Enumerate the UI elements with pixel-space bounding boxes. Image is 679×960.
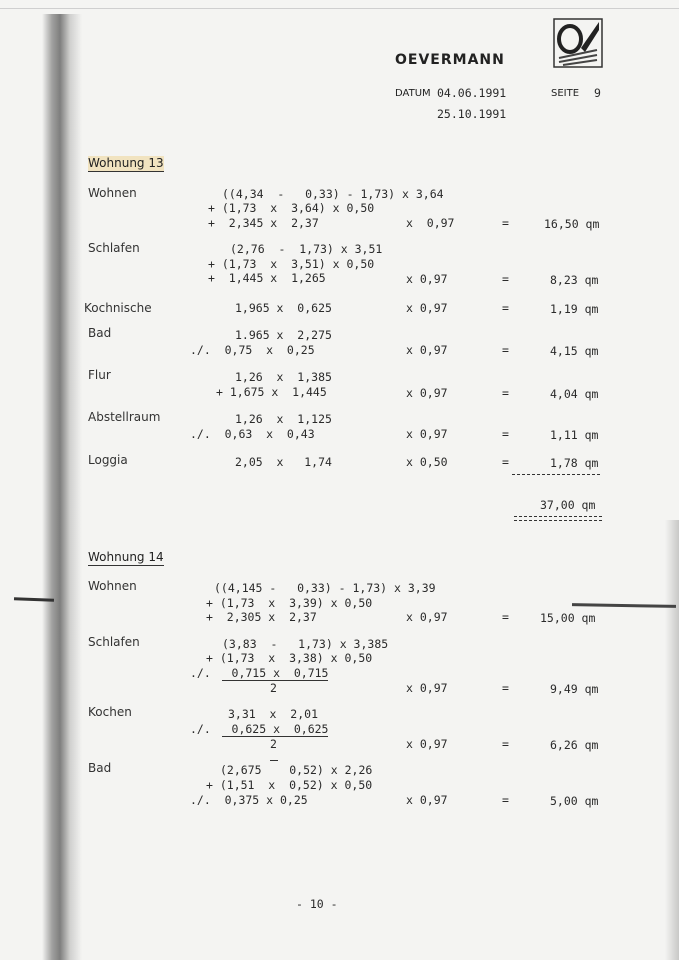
total-double-line	[514, 520, 602, 521]
datum-value-2: 25.10.1991	[437, 107, 507, 121]
area-result: 4,15 qm	[550, 344, 599, 358]
calc-line: ./. 0,625 x 0,625	[190, 722, 329, 736]
calc-line: 1,965 x 0,625	[235, 301, 332, 315]
room-label: Wohnen	[88, 579, 137, 593]
handwritten-minus	[270, 760, 278, 761]
total-double-line	[514, 516, 602, 517]
room-label: Schlafen	[88, 635, 140, 649]
calc-line: + 1,675 x 1,445	[216, 385, 327, 399]
factor: x 0,97	[406, 386, 448, 400]
factor: x 0,50	[406, 455, 448, 469]
fraction-denominator: 2	[270, 737, 277, 751]
scan-scratch-mark	[572, 603, 676, 608]
section-title-wohnung-13: Wohnung 13	[88, 156, 164, 170]
factor: x 0,97	[406, 343, 448, 357]
scan-scratch-mark	[14, 597, 54, 601]
factor: x 0,97	[406, 427, 448, 441]
calc-line: ((4,145 - 0,33) - 1,73) x 3,39	[214, 581, 436, 595]
room-label: Wohnen	[88, 186, 137, 200]
area-result: 9,49 qm	[550, 682, 599, 696]
calc-line: 2,05 x 1,74	[235, 455, 332, 469]
page-top-edge	[0, 8, 679, 9]
room-label: Schlafen	[88, 241, 140, 255]
area-result: 5,00 qm	[550, 794, 599, 808]
area-result: 8,23 qm	[550, 273, 599, 287]
area-result: 1,11 qm	[550, 428, 599, 442]
calc-line: 1,26 x 1,385	[235, 370, 332, 384]
factor: x 0,97	[406, 301, 448, 315]
equals-sign: =	[502, 793, 509, 807]
scan-binding-shadow	[42, 14, 82, 960]
calc-line: ./. 0,375 x 0,25	[190, 793, 308, 807]
area-result: 15,00 qm	[540, 611, 596, 625]
datum-value: 04.06.1991	[437, 86, 507, 100]
factor: x 0,97	[406, 610, 448, 624]
equals-sign: =	[502, 301, 509, 315]
factor: x 0,97	[406, 216, 455, 230]
fraction-denominator: 2	[270, 681, 277, 695]
scan-edge-shadow	[665, 520, 679, 960]
room-label: Abstellraum	[88, 410, 161, 424]
factor: x 0,97	[406, 793, 448, 807]
equals-sign: =	[502, 216, 509, 230]
equals-sign: =	[502, 427, 509, 441]
calc-line: + (1,73 x 3,38) x 0,50	[206, 651, 373, 665]
calc-line: + (1,73 x 3,51) x 0,50	[208, 257, 375, 271]
area-result: 16,50 qm	[544, 217, 600, 231]
calc-line: (2,675 0,52) x 2,26	[220, 763, 373, 777]
equals-sign: =	[502, 455, 509, 469]
equals-sign: =	[502, 272, 509, 286]
room-label: Bad	[88, 761, 112, 775]
calc-line: 1,26 x 1,125	[235, 412, 332, 426]
room-label: Kochen	[88, 705, 132, 719]
factor: x 0,97	[406, 272, 448, 286]
calc-line: + (1,73 x 3,39) x 0,50	[206, 596, 373, 610]
area-result: 1,78 qm	[550, 456, 599, 470]
equals-sign: =	[502, 386, 509, 400]
room-label: Flur	[88, 368, 111, 382]
area-result: 4,04 qm	[550, 387, 599, 401]
calc-line: + 2,305 x 2,37	[206, 610, 317, 624]
calc-line: 1.965 x 2,275	[235, 328, 332, 342]
area-result: 6,26 qm	[550, 738, 599, 752]
calc-line: ./. 0,715 x 0,715	[190, 666, 329, 680]
datum-label: DATUM	[395, 88, 431, 99]
room-label: Loggia	[88, 453, 128, 467]
equals-sign: =	[502, 681, 509, 695]
room-label: Bad	[88, 326, 112, 340]
calc-line: ./. 0,75 x 0,25	[190, 343, 315, 357]
company-name: OEVERMANN	[395, 52, 505, 68]
area-result: 1,19 qm	[550, 302, 599, 316]
seite-label: SEITE	[551, 88, 580, 99]
calc-line: ./. 0,63 x 0,43	[190, 427, 315, 441]
calc-line: ((4,34 - 0,33) - 1,73) x 3,64	[222, 187, 444, 201]
section-total: 37,00 qm	[540, 498, 596, 512]
calc-line: (2,76 - 1,73) x 3,51	[230, 242, 383, 256]
calc-line: 3,31 x 2,01	[228, 707, 319, 721]
section-title-wohnung-14: Wohnung 14	[88, 550, 164, 564]
equals-sign: =	[502, 610, 509, 624]
sum-line	[512, 474, 600, 475]
calc-line: + (1,51 x 0,52) x 0,50	[206, 778, 373, 792]
equals-sign: =	[502, 343, 509, 357]
calc-line: (3,83 - 1,73) x 3,385	[222, 637, 389, 651]
factor: x 0,97	[406, 737, 448, 751]
calc-line: + 1,445 x 1,265	[208, 271, 326, 285]
calc-line: + (1,73 x 3,64) x 0,50	[208, 201, 375, 215]
calc-line: + 2,345 x 2,37	[208, 216, 319, 230]
page-number: - 10 -	[296, 897, 338, 911]
company-logo	[553, 18, 603, 68]
room-label: Kochnische	[84, 301, 152, 315]
equals-sign: =	[502, 737, 509, 751]
seite-value: 9	[594, 86, 601, 100]
factor: x 0,97	[406, 681, 448, 695]
